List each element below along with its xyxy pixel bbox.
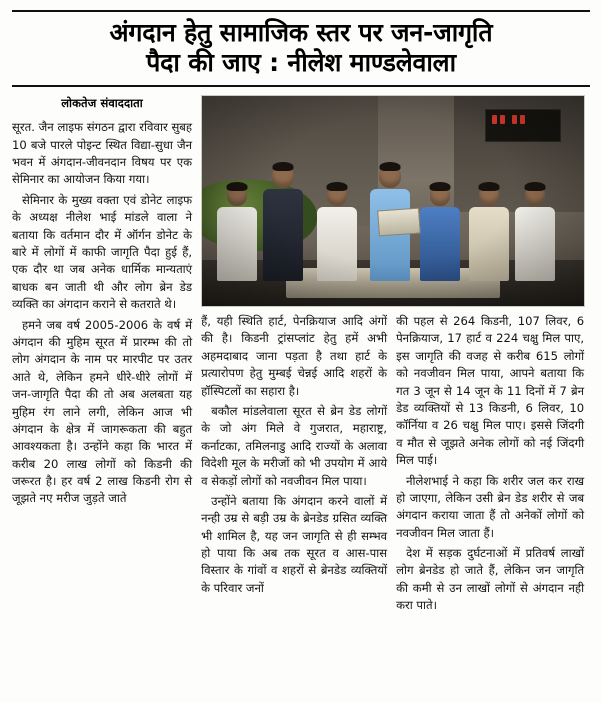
paragraph: बकौल मांडलेवाला सूरत से ब्रेन डेड लोगों के जो अंग मिले वे गुजरात, महाराष्ट्र, कर्नाटका, तमिलनाडु आदि राज्यों के अलावा विदेशी मूल के मरीजों को भी उपयोग में आये व सेकड़ों लोगों को नवजीवन मिल पाया। bbox=[201, 403, 388, 488]
paragraph: सेमिनार के मुख्य वक्ता एवं डोनेट लाइफ के अध्यक्ष नीलेश भाई मांडले वाला ने बताया कि वर्तमान दौर में ऑर्गन डोनेट के बारे में लोगों में काफी जागृति पैदा हुई हैं, एक दौर था जब अनेक धार्मिक मान्यताएं बाधक बन जाती थी और लोग ब्रेन डेड व्यक्ति का अंगदान कराने से कतराते थे। bbox=[12, 192, 193, 312]
headline-line-2: पैदा की जाए : नीलेश माण्डलेवाला bbox=[146, 47, 456, 77]
page-title bbox=[12, 18, 590, 77]
paragraph: नीलेशभाई ने कहा कि शरीर जल कर राख हो जाएगा, लेकिन उसी ब्रेन डेड शरीर से जब अंगदान कराया जाता हैं तो अनेकों लोगों को नवजीवन मिल जाता हैं। bbox=[396, 473, 585, 540]
article-column-2 bbox=[201, 313, 387, 618]
article-body bbox=[12, 95, 590, 695]
article-column-3 bbox=[396, 313, 584, 618]
photo-block bbox=[201, 95, 585, 307]
seminar-group-photo bbox=[201, 95, 585, 307]
photo-vignette bbox=[202, 96, 584, 306]
paragraph: उन्होंने बताया कि अंगदान करने वालों में नन्ही उम्र से बड़ी उम्र के ब्रेनडेड ग्रसित व्यक्ति भी शामिल है, यह जन जागृति से ही सम्भव हो पाया कि अब तक सूरत व आस-पास विस्तार के गांवों व शहरों से ब्रेनडेड व्यक्तियों के परिवार जनों bbox=[201, 493, 388, 595]
paragraph: हमने जब वर्ष 2005-2006 के वर्ष में अंगदान की मुहिम सूरत में प्रारम्भ की तो लोग अंगदान के नाम पर मारपीट पर उतर आते थे, लेकिन हमने धीरे-धीरे लोगों में जन-जागृति पैदा की तो अब अलबता यह मुहिम रंग लाने लगी, लेकिन आज भी अंगदान के क्षेत्र में जागरूकता की बहुत आवश्यकता है। उन्होंने कहा कि भारत में करीब 20 लाख लोगों को किडनी की जरूरत है। हर वर्ष 2 लाख किडनी रोग से जूझते नए मरीज जुड़ते जाते bbox=[12, 317, 193, 506]
paragraph: सूरत. जैन लाइफ संगठन द्वारा रविवार सुबह 10 बजे पारले पोइन्ट स्थित विद्या-सुधा जैन भवन में अंगदान-जीवनदान विषय पर एक सेमिनार का आयोजन किया गया। bbox=[12, 120, 193, 187]
article-column-1 bbox=[12, 95, 192, 695]
byline: लोकतेज संवाददाता bbox=[61, 96, 143, 110]
article-middle-area bbox=[201, 95, 590, 695]
paragraph: देश में सड़क दुर्घटनाओं में प्रतिवर्ष लाखों लोग ब्रेनडेड हो जाते हैं, लेकिन जन जागृति की कमी से उन लाखों लोगों से अंगदान नही करा पाते। bbox=[396, 546, 585, 613]
paragraph: की पहल से 264 किडनी, 107 लिवर, 6 पेनक्रियाज, 17 हार्ट व 224 चक्षु मिल पाए, इस जागृति की वजह से करीब 615 लोगों को नवजीवन मिल पाया, आपने बताया कि गत 3 जून से 14 जून के 11 दिनों में 7 ब्रेन डेड व्यक्तियों से 13 किडनी, 6 लिवर, 10 कॉर्निया व 26 चक्षु मिल पाए। इससे जिंदगी व मौत से जूझते अनेक लोगों को नई जिंदगी मिल पाई। bbox=[396, 314, 585, 468]
headline-block bbox=[12, 10, 590, 87]
paragraph: हैं, यही स्थिति हार्ट, पेनक्रियाज आदि अंगों की है। किडनी ट्रांसप्लांट हेतु हमें अभी अहमदाबाद जाना पड़ता है तथा हार्ट के प्रत्यारोपण हेतु मुम्बई चेन्नई आदि शहरों के हॉस्पिटलों का सहारा है। bbox=[201, 314, 388, 398]
headline-line-1: अंगदान हेतु सामाजिक स्तर पर जन-जागृति bbox=[109, 18, 493, 47]
